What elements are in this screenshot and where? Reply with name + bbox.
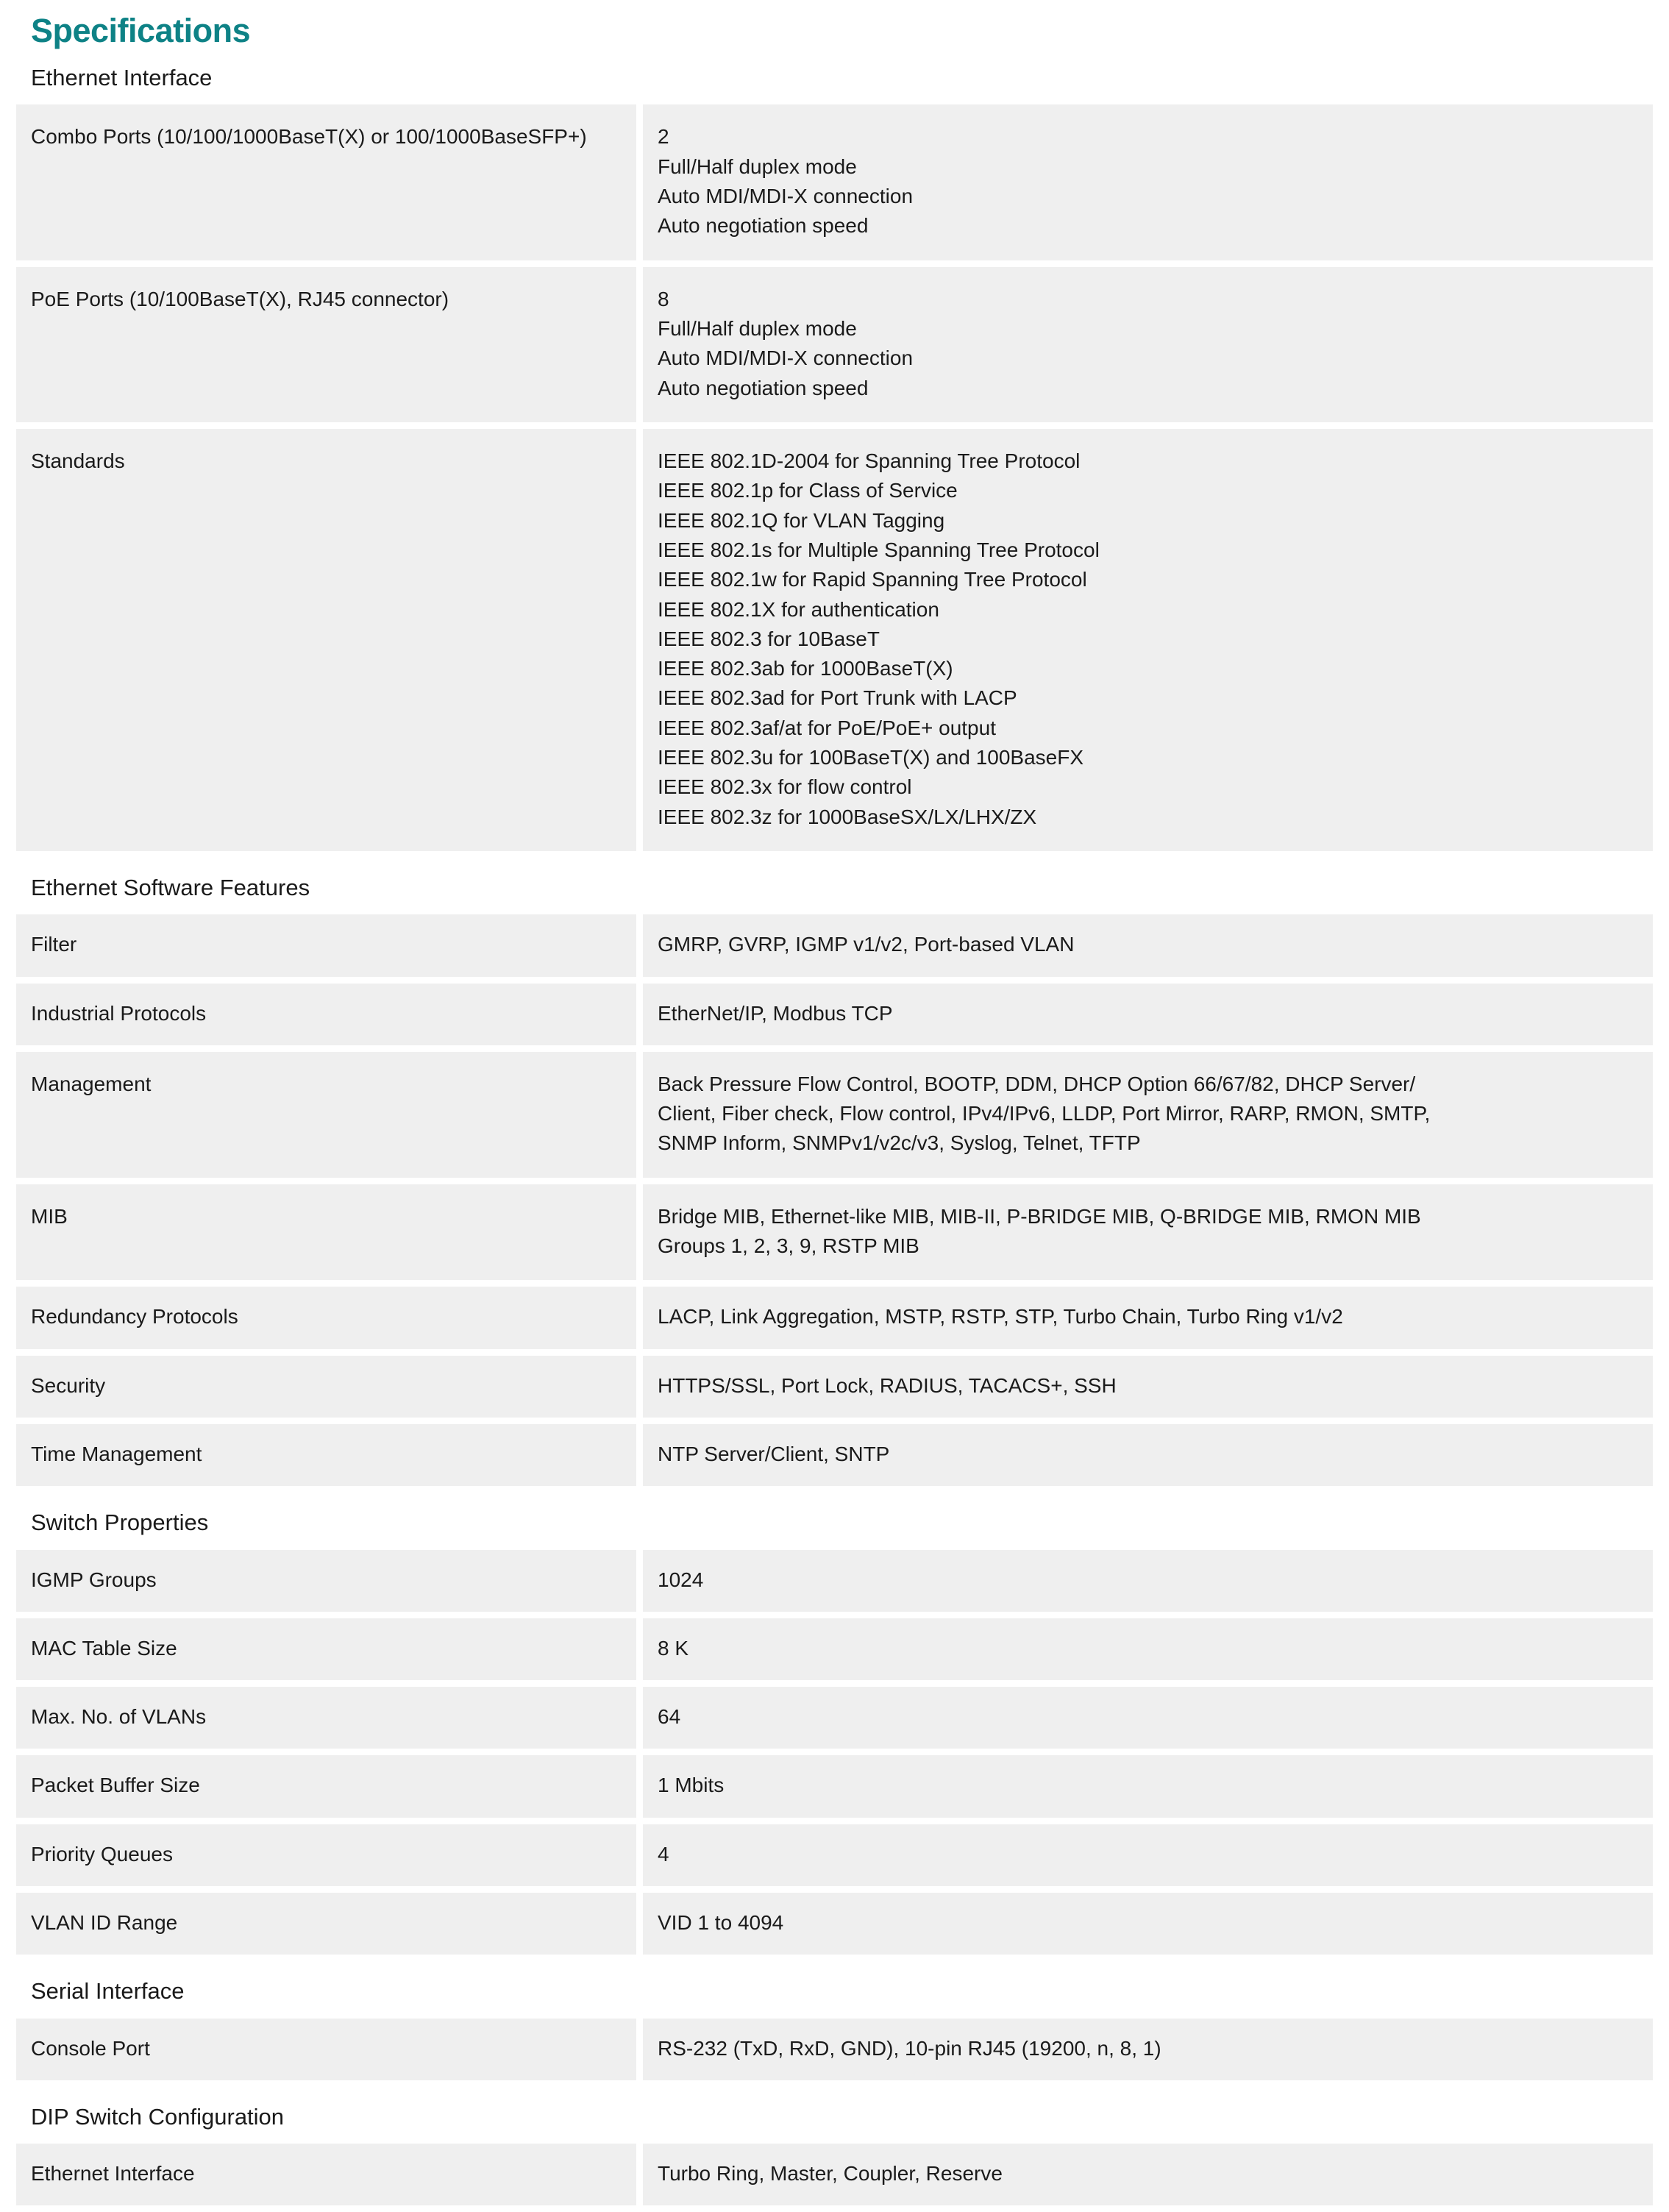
spec-row	[16, 1893, 1653, 1955]
spec-row	[16, 1356, 1653, 1418]
spec-label: Redundancy Protocols	[16, 1287, 636, 1348]
spec-value	[643, 1052, 1653, 1178]
spec-value	[643, 104, 1653, 260]
spec-label: Combo Ports (10/100/1000BaseT(X) or 100/1000BaseSFP+)	[16, 104, 636, 260]
spec-value	[643, 984, 1653, 1045]
specification-sections	[16, 58, 1653, 2205]
spec-value-line: IEEE 802.1p for Class of Service	[658, 479, 958, 502]
spec-value-line: Full/Half duplex mode	[658, 317, 857, 340]
spec-label: Security	[16, 1356, 636, 1418]
spec-value-line: IEEE 802.1s for Multiple Spanning Tree Protocol	[658, 538, 1100, 561]
spec-value	[643, 1687, 1653, 1749]
spec-value	[643, 1287, 1653, 1348]
spec-value-line: GMRP, GVRP, IGMP v1/v2, Port-based VLAN	[658, 933, 1075, 956]
spec-value-line: IEEE 802.3x for flow control	[658, 775, 912, 799]
spec-row	[16, 1550, 1653, 1612]
spec-row	[16, 2144, 1653, 2205]
spec-value-line: LACP, Link Aggregation, MSTP, RSTP, STP, Turbo Chain, Turbo Ring v1/v2	[658, 1305, 1343, 1329]
spec-value	[643, 1424, 1653, 1486]
spec-row	[16, 429, 1653, 851]
spec-label: Console Port	[16, 2019, 636, 2080]
spec-value-line: 8 K	[658, 1636, 689, 1660]
spec-value	[643, 1550, 1653, 1612]
spec-row	[16, 914, 1653, 976]
spec-value-line: IEEE 802.3 for 10BaseT	[658, 627, 880, 650]
spec-section	[16, 1493, 1653, 1955]
spec-value-line: 2	[658, 125, 669, 149]
spec-label: Ethernet Interface	[16, 2144, 636, 2205]
spec-value-line: IEEE 802.3ad for Port Trunk with LACP	[658, 686, 1017, 710]
spec-row	[16, 2019, 1653, 2080]
spec-value	[643, 1755, 1653, 1817]
spec-row	[16, 1287, 1653, 1348]
spec-value-line: Client, Fiber check, Flow control, IPv4/IPv6, LLDP, Port Mirror, RARP, RMON, SMTP,	[658, 1102, 1431, 1125]
spec-label: Max. No. of VLANs	[16, 1687, 636, 1749]
spec-label: Time Management	[16, 1424, 636, 1486]
spec-value-line: Full/Half duplex mode	[658, 154, 857, 178]
spec-value-line: Auto MDI/MDI-X connection	[658, 185, 914, 208]
spec-value-line: Groups 1, 2, 3, 9, RSTP MIB	[658, 1234, 919, 1258]
spec-value	[643, 2019, 1653, 2080]
spec-value-line: EtherNet/IP, Modbus TCP	[658, 1001, 893, 1025]
spec-value-line: Back Pressure Flow Control, BOOTP, DDM, DHCP Option 66/67/82, DHCP Server/	[658, 1072, 1416, 1095]
spec-value	[643, 2144, 1653, 2205]
spec-value-line: HTTPS/SSL, Port Lock, RADIUS, TACACS+, SSH	[658, 1373, 1117, 1397]
spec-row	[16, 1755, 1653, 1817]
spec-value	[643, 1618, 1653, 1680]
spec-row	[16, 984, 1653, 1045]
spec-row	[16, 1052, 1653, 1178]
spec-value-line: IEEE 802.3u for 100BaseT(X) and 100BaseFX	[658, 746, 1084, 769]
spec-value-line: Auto negotiation speed	[658, 214, 869, 238]
spec-label: MIB	[16, 1184, 636, 1281]
spec-value-line: 1 Mbits	[658, 1774, 725, 1797]
spec-value-line: 8	[658, 287, 669, 310]
spec-label: PoE Ports (10/100BaseT(X), RJ45 connector)	[16, 267, 636, 422]
spec-value-line: IEEE 802.1Q for VLAN Tagging	[658, 508, 945, 532]
spec-value	[643, 1184, 1653, 1281]
spec-value-line: SNMP Inform, SNMPv1/v2c/v3, Syslog, Telnet, TFTP	[658, 1131, 1141, 1155]
spec-section	[16, 858, 1653, 1486]
spec-value-line: Turbo Ring, Master, Coupler, Reserve	[658, 2162, 1003, 2186]
spec-value-line: RS-232 (TxD, RxD, GND), 10-pin RJ45 (19200, n, 8, 1)	[658, 2036, 1161, 2060]
spec-value-line: Auto MDI/MDI-X connection	[658, 346, 914, 370]
spec-section	[16, 1961, 1653, 2080]
spec-section	[16, 2087, 1653, 2206]
spec-label: VLAN ID Range	[16, 1893, 636, 1955]
spec-value-line: 64	[658, 1705, 681, 1729]
section-heading: DIP Switch Configuration	[31, 2103, 285, 2130]
spec-row	[16, 1824, 1653, 1886]
spec-value	[643, 429, 1653, 851]
spec-value	[643, 1356, 1653, 1418]
spec-value-line: IEEE 802.3af/at for PoE/PoE+ output	[658, 716, 996, 739]
spec-value-line: VID 1 to 4094	[658, 1911, 784, 1935]
spec-value-line: 4	[658, 1842, 669, 1866]
spec-row	[16, 1424, 1653, 1486]
spec-value-line: NTP Server/Client, SNTP	[658, 1443, 890, 1465]
spec-row	[16, 104, 1653, 260]
section-heading: Ethernet Software Features	[31, 875, 310, 900]
spec-label: Filter	[16, 914, 636, 976]
spec-label: IGMP Groups	[16, 1550, 636, 1612]
spec-label: Management	[16, 1052, 636, 1178]
section-heading: Switch Properties	[31, 1509, 209, 1536]
spec-value	[643, 267, 1653, 422]
spec-row	[16, 1184, 1653, 1281]
spec-label: Packet Buffer Size	[16, 1755, 636, 1817]
spec-value	[643, 1893, 1653, 1955]
spec-value-line: Auto negotiation speed	[658, 376, 869, 399]
spec-value-line: 1024	[658, 1568, 704, 1591]
page-title: Specifications	[31, 12, 251, 49]
spec-row	[16, 267, 1653, 422]
spec-label: MAC Table Size	[16, 1618, 636, 1680]
spec-row	[16, 1687, 1653, 1749]
section-heading: Ethernet Interface	[31, 65, 213, 91]
spec-section	[16, 58, 1653, 851]
spec-value-line: IEEE 802.1X for authentication	[658, 597, 939, 621]
spec-value	[643, 1824, 1653, 1886]
spec-value	[643, 914, 1653, 976]
spec-label: Standards	[16, 429, 636, 851]
spec-row	[16, 1618, 1653, 1680]
spec-value-line: IEEE 802.1w for Rapid Spanning Tree Protocol	[658, 568, 1087, 591]
spec-value-line: IEEE 802.3z for 1000BaseSX/LX/LHX/ZX	[658, 805, 1037, 828]
section-heading: Serial Interface	[31, 1978, 185, 2005]
spec-label: Priority Queues	[16, 1824, 636, 1886]
spec-value-line: Bridge MIB, Ethernet-like MIB, MIB-II, P-BRIDGE MIB, Q-BRIDGE MIB, RMON MIB	[658, 1204, 1421, 1228]
spec-value-line: IEEE 802.3ab for 1000BaseT(X)	[658, 657, 953, 680]
spec-value-line: IEEE 802.1D-2004 for Spanning Tree Protocol	[658, 449, 1081, 472]
spec-label: Industrial Protocols	[16, 984, 636, 1045]
